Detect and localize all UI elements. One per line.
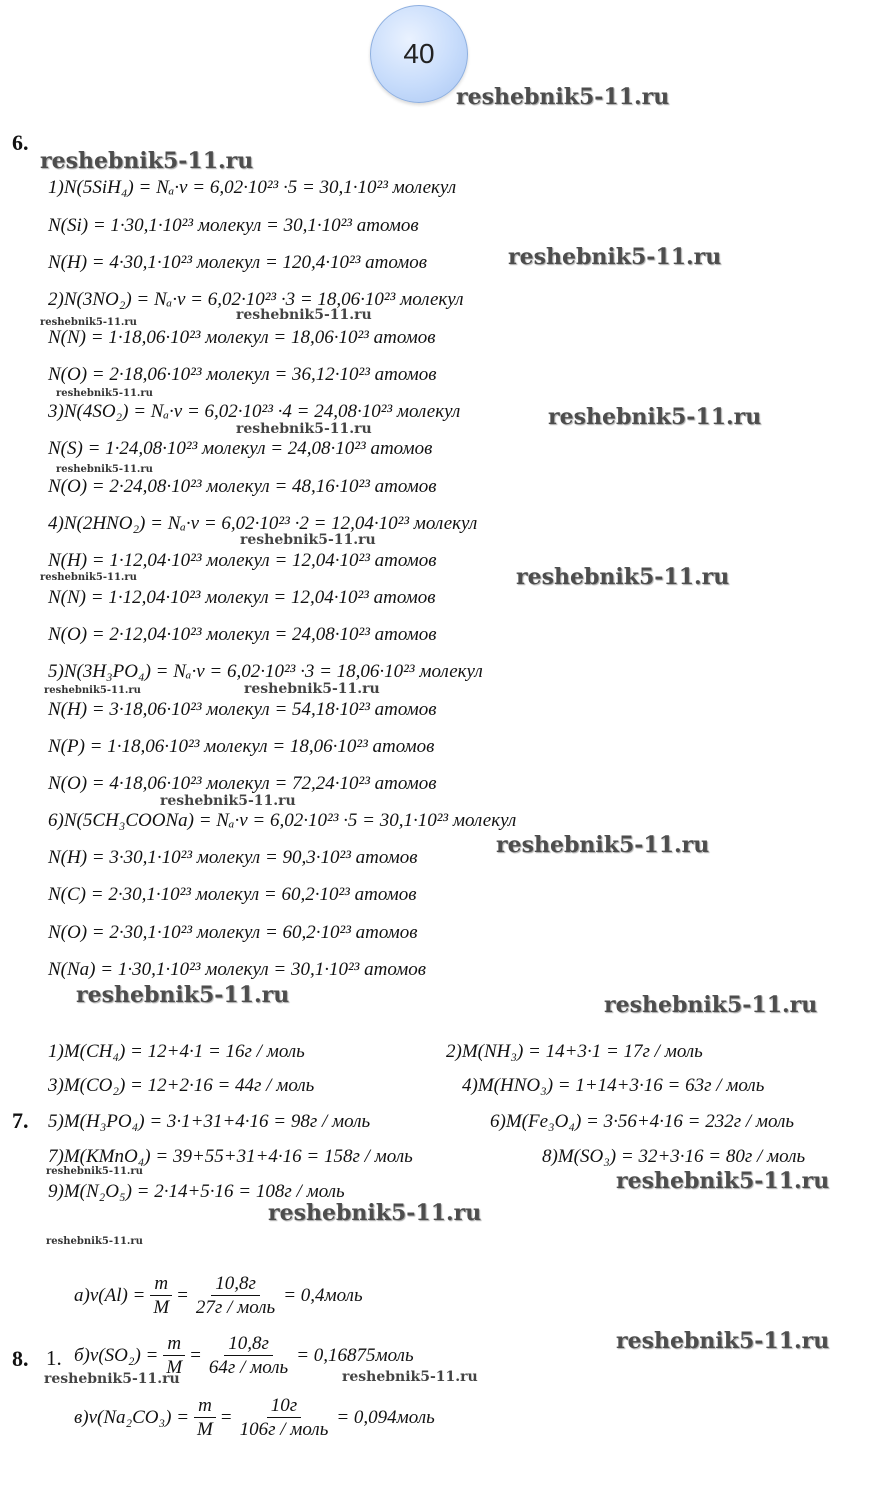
task6-line-21: N(O) = 2·30,1·10²³ молекул = 60,2·10²³ атомов <box>48 922 418 943</box>
task8-b: б)ν(SO₂) = $\frac{m}{M}$ = $\frac{10,8г}{\text{64г / моль}}$ = 0,16875моль <box>74 1333 414 1378</box>
task6-line-11: N(H) = 1·12,04·10²³ молекул = 12,04·10²³ атомов <box>48 550 437 571</box>
task7-item-8: 8)M(SO₃) = 32+3·16 = 80г / моль <box>542 1146 806 1167</box>
watermark: reshebnik5-11.ru <box>40 572 137 583</box>
task6-line-19: N(H) = 3·30,1·10²³ молекул = 90,3·10²³ атомов <box>48 847 418 868</box>
task7-item-5: 5)M(H₃PO₄) = 3·1+31+4·16 = 98г / моль <box>48 1111 371 1132</box>
task8-c-frac2 <box>236 1396 333 1439</box>
task6-line-1: 1)N(5SiH₄) = Nₐ·ν = 6,02·10²³ ·5 = 30,1·10²³ молекул <box>48 177 457 198</box>
task6-line-3: N(H) = 4·30,1·10²³ молекул = 120,4·10²³ атомов <box>48 252 428 273</box>
watermark: reshebnik5-11.ru <box>236 421 372 437</box>
frac-num: m <box>194 1396 216 1418</box>
task7-item-6: 6)M(Fe₃O₄) = 3·56+4·16 = 232г / моль <box>490 1111 795 1132</box>
watermark: reshebnik5-11.ru <box>516 564 730 590</box>
task7-item-3: 3)M(CO₂) = 12+2·16 = 44г / моль <box>48 1075 315 1096</box>
watermark: reshebnik5-11.ru <box>40 148 254 174</box>
task8-b-result: = 0,16875моль <box>296 1345 414 1366</box>
task8-c: в)ν(Na₂CO₃) = $\frac{m}{M}$ = $\frac{10г}{\text{106г / моль}}$ = 0,094моль <box>74 1395 435 1440</box>
task6-line-20: N(C) = 2·30,1·10²³ молекул = 60,2·10²³ атомов <box>48 884 417 905</box>
watermark: reshebnik5-11.ru <box>44 1371 180 1387</box>
task8-c-result: = 0,094моль <box>336 1407 435 1428</box>
task7-item-2: 2)M(NH₃) = 14+3·1 = 17г / моль <box>446 1041 703 1062</box>
section-8-subnumber: 1. <box>46 1346 62 1370</box>
watermark: reshebnik5-11.ru <box>456 84 670 110</box>
frac-num: m <box>163 1334 185 1356</box>
watermark: reshebnik5-11.ru <box>240 532 376 548</box>
task6-line-4: 2)N(3NO₂) = Nₐ·ν = 6,02·10²³ ·3 = 18,06·10²³ молекул <box>48 289 464 310</box>
watermark: reshebnik5-11.ru <box>548 404 762 430</box>
frac-den: M <box>153 1297 170 1318</box>
watermark: reshebnik5-11.ru <box>616 1328 830 1354</box>
watermark: reshebnik5-11.ru <box>268 1200 482 1226</box>
frac-den: 27г / моль <box>195 1297 276 1318</box>
watermark: reshebnik5-11.ru <box>56 388 153 399</box>
frac-num: 10г <box>267 1396 301 1418</box>
task7-item-4: 4)M(HNO₃) = 1+14+3·16 = 63г / моль <box>462 1075 765 1096</box>
task8-a-frac2 <box>192 1274 279 1317</box>
watermark: reshebnik5-11.ru <box>496 832 710 858</box>
watermark: reshebnik5-11.ru <box>244 681 380 697</box>
task6-line-10: 4)N(2HNO₂) = Nₐ·ν = 6,02·10²³ ·2 = 12,04·10²³ молекул <box>48 513 478 534</box>
task6-line-8: N(S) = 1·24,08·10²³ молекул = 24,08·10²³ атомов <box>48 438 433 459</box>
task6-line-2: N(Si) = 1·30,1·10²³ молекул = 30,1·10²³ атомов <box>48 215 419 236</box>
watermark: reshebnik5-11.ru <box>342 1369 478 1385</box>
watermark: reshebnik5-11.ru <box>44 685 141 696</box>
task6-line-16: N(P) = 1·18,06·10²³ молекул = 18,06·10²³ атомов <box>48 736 435 757</box>
frac-num: 10,8г <box>224 1334 273 1356</box>
task7-item-1: 1)M(CH₄) = 12+4·1 = 16г / моль <box>48 1041 305 1062</box>
task6-line-13: N(O) = 2·12,04·10²³ молекул = 24,08·10²³ атомов <box>48 624 437 645</box>
task6-line-5: N(N) = 1·18,06·10²³ молекул = 18,06·10²³ атомов <box>48 327 436 348</box>
task8-c-lhs: в)ν(Na₂CO₃) = <box>74 1407 190 1428</box>
watermark: reshebnik5-11.ru <box>604 992 818 1018</box>
task8-a-lhs: а)ν(Al) = <box>74 1285 146 1306</box>
watermark: reshebnik5-11.ru <box>236 307 372 323</box>
task6-line-6: N(O) = 2·18,06·10²³ молекул = 36,12·10²³ атомов <box>48 364 437 385</box>
section-8-number: 8. <box>12 1346 29 1371</box>
task8-a-result: = 0,4моль <box>283 1285 363 1306</box>
task8-b-frac2 <box>205 1334 292 1377</box>
watermark: reshebnik5-11.ru <box>46 1166 143 1177</box>
task6-line-14: 5)N(3H₃PO₄) = Nₐ·ν = 6,02·10²³ ·3 = 18,06·10²³ молекул <box>48 661 483 682</box>
task7-item-9: 9)M(N₂O₅) = 2·14+5·16 = 108г / моль <box>48 1181 345 1202</box>
frac-den: 106г / моль <box>239 1419 329 1440</box>
task6-line-18: 6)N(5CH₃COONa) = Nₐ·ν = 6,02·10²³ ·5 = 30,1·10²³ молекул <box>48 810 517 831</box>
task6-line-7: 3)N(4SO₂) = Nₐ·ν = 6,02·10²³ ·4 = 24,08·10²³ молекул <box>48 401 461 422</box>
frac-den: M <box>166 1357 183 1378</box>
task6-line-15: N(H) = 3·18,06·10²³ молекул = 54,18·10²³ атомов <box>48 699 437 720</box>
watermark: reshebnik5-11.ru <box>46 1236 143 1247</box>
page-number: 40 <box>403 38 435 69</box>
page-number-badge <box>370 5 468 103</box>
frac-num: 10,8г <box>211 1274 260 1296</box>
watermark: reshebnik5-11.ru <box>160 793 296 809</box>
task6-line-17: N(O) = 4·18,06·10²³ молекул = 72,24·10²³ атомов <box>48 773 437 794</box>
task8-a-frac1 <box>149 1274 173 1317</box>
task7-item-7: 7)M(KMnO₄) = 39+55+31+4·16 = 158г / моль <box>48 1146 413 1167</box>
watermark: reshebnik5-11.ru <box>56 464 153 475</box>
task8-a: а)ν(Al) = $\frac{m}{M}$ = $\frac{10,8г}{\text{27г / моль}}$ = 0,4моль <box>74 1273 363 1318</box>
task8-b-lhs: б)ν(SO₂) = <box>74 1345 159 1366</box>
watermark: reshebnik5-11.ru <box>40 317 137 328</box>
task8-c-frac1 <box>193 1396 217 1439</box>
task6-line-22: N(Na) = 1·30,1·10²³ молекул = 30,1·10²³ атомов <box>48 959 426 980</box>
watermark: reshebnik5-11.ru <box>508 244 722 270</box>
section-6-number: 6. <box>12 130 29 155</box>
frac-den: M <box>197 1419 213 1440</box>
watermark: reshebnik5-11.ru <box>76 982 290 1008</box>
task6-line-12: N(N) = 1·12,04·10²³ молекул = 12,04·10²³ атомов <box>48 587 436 608</box>
frac-num: m <box>150 1274 172 1296</box>
section-7-number: 7. <box>12 1108 29 1133</box>
watermark: reshebnik5-11.ru <box>616 1168 830 1194</box>
task6-line-9: N(O) = 2·24,08·10²³ молекул = 48,16·10²³ атомов <box>48 476 437 497</box>
frac-den: 64г / моль <box>208 1357 289 1378</box>
